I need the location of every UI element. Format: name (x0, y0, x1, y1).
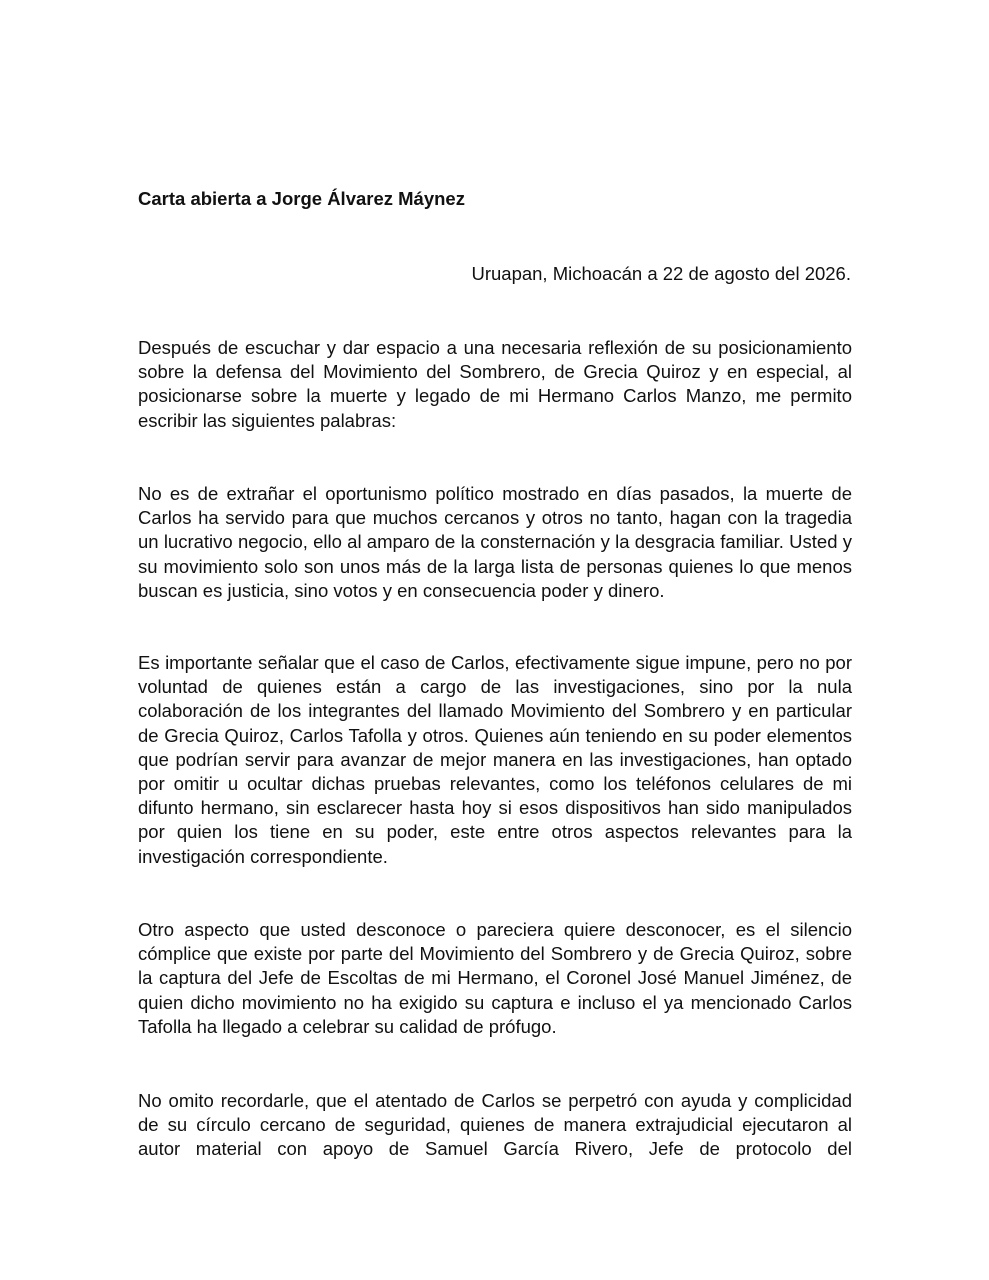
paragraph-1: Después de escuchar y dar espacio a una necesaria reflexión de su posicionamiento sobre la defensa del Movimiento del Sombrero, de Grecia Quiroz y en especial, al posicionarse sobre la muerte y legado de mi Hermano Carlos Manzo, me permito escribir las siguientes palabras: (138, 337, 852, 431)
paragraph-2: No es de extrañar el oportunismo político mostrado en días pasados, la muerte de Carlos ha servido para que muchos cercanos y otros no tanto, hagan con la tragedia un lucrativo negocio, ello al amparo de la consternación y la desgracia familiar. Usted y su movimiento solo son unos más de la larga lista de personas quienes lo que menos buscan es justicia, sino votos y en consecuencia poder y dinero. (138, 483, 852, 601)
paragraph-4: Otro aspecto que usted desconoce o pareciera quiere desconocer, es el silencio cómplice que existe por parte del Movimiento del Sombrero y de Grecia Quiroz, sobre la captura del Jefe de Escoltas de mi Hermano, el Coronel José Manuel Jiménez, de quien dicho movimiento no ha exigido su captura e incluso el ya mencionado Carlos Tafolla ha llegado a celebrar su calidad de prófugo. (138, 919, 852, 1037)
letter-title: Carta abierta a Jorge Álvarez Máynez (138, 188, 465, 209)
paragraph-3: Es importante señalar que el caso de Carlos, efectivamente sigue impune, pero no por voluntad de quienes están a cargo de las investigaciones, sino por la nula colaboración de los integrantes del llamado Movimiento del Sombrero y en particular de Grecia Quiroz, Carlos Tafolla y otros. Quienes aún teniendo en su poder elementos que podrían servir para avanzar de mejor manera en las investigaciones, han optado por omitir u ocultar dichas pruebas relevantes, como los teléfonos celulares de mi difunto hermano, sin esclarecer hasta hoy si esos dispositivos han sido manipulados por quien los tiene en su poder, este entre otros aspectos relevantes para la investigación correspondiente. (138, 652, 852, 867)
place-date-line: Uruapan, Michoacán a 22 de agosto del 2026. (471, 263, 851, 284)
paragraph-5: No omito recordarle, que el atentado de Carlos se perpetró con ayuda y complicidad de su círculo cercano de seguridad, quienes de manera extrajudicial ejecutaron al autor material con apoyo de Samuel García Rivero, Jefe de protocolo del (138, 1090, 852, 1160)
